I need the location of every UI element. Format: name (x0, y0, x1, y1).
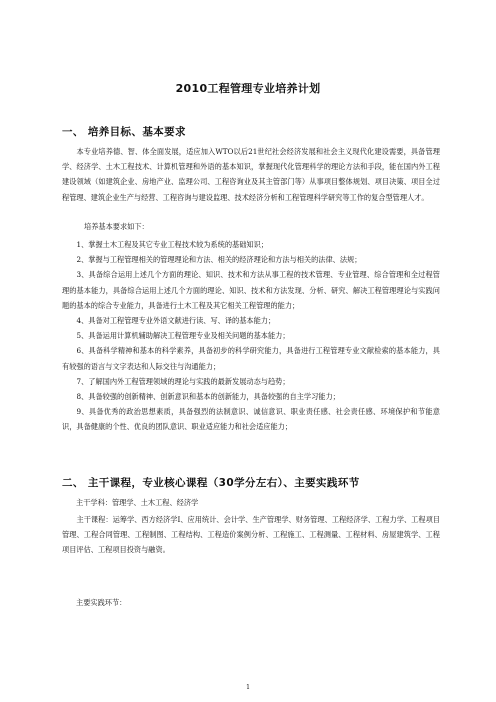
main-courses: 主干课程：运筹学、西方经济学Ⅰ、应用统计、会计学、生产管理学、财务管理、工程经济学、工程力学、工程项目管理、工程合同管理、工程制图、工程结构、工程造价案例分析、工程施工、工程测量、工程材料、房屋建筑学、工程项目评估、工程项目投资与融资。 (62, 515, 440, 555)
section1-intro: 本专业培养德、智、体全面发展，适应加入WTO以后21世纪社会经济发展和社会主义现代化建设需要，具备管理学、经济学、土木工程技术、计算机管理和外语的基本知识，掌握现代化管理科学的理论方法和手段，能在国内外工程建设领域（如建筑企业、房地产业、监理公司、工程咨询业及其主管部门等）从事项目整体规划、项目决策、项目全过程管理、建筑企业生产与经营、工程咨询与建设监理、技术经济分析和工程管理科学研究等工作的复合型管理人才。 (62, 147, 440, 202)
requirements-label: 培养基本要求如下： (84, 222, 149, 231)
requirement-item: 8、具备较强的创新精神、创新意识和基本的创新能力，具备较强的自主学习能力； (76, 392, 340, 402)
requirement-item: 3、具备综合运用上述几个方面的理论、知识、技术和方法从事工程的技术管理、专业管理、综合管理和全过程管理的基本能力，具备综合运用上述几个方面的理论、知识、技术和方法发现、分析、研究、解决工程管理理论与实践问题的基本的综合专业能力，具备进行土木工程及其它相关工程管理的能力； (62, 270, 440, 310)
requirement-item: 7、了解国内外工程管理领域的理论与实践的最新发展动态与趋势； (76, 376, 290, 386)
requirement-item: 1、掌握土木工程及其它专业工程技术较为系统的基础知识； (76, 240, 268, 249)
requirement-item: 4、具备对工程管理专业外语文献进行读、写、译的基本能力； (76, 316, 276, 326)
requirements-list (62, 237, 440, 435)
section2-heading: 二、 主干课程，专业核心课程（30学分左右）、主要实践环节 (62, 477, 360, 489)
section1-heading: 一、 培养目标、基本要求 (62, 126, 186, 138)
practice-label: 主要实践环节： (76, 598, 127, 607)
requirement-item: 6、具备科学精神和基本的科学素养，具备初步的科学研究能力，具备进行工程管理专业文献检索的基本能力，具有较强的语言与文字表达和人际交往与沟通能力； (62, 346, 440, 371)
requirement-item: 2、掌握与工程管理相关的管理理论和方法、相关的经济理论和方法与相关的法律、法规； (76, 255, 362, 265)
requirement-item: 5、具备运用计算机辅助解决工程管理专业及相关问题的基本能力； (76, 331, 290, 341)
requirement-item: 9、具备优秀的政治思想素质，具备强烈的法制意识、诚信意识、职业责任感、社会责任感、环境保护和节能意识，具备健康的个性、优良的团队意识、职业适应能力和社会适应能力； (62, 407, 440, 432)
document-title: 2010工程管理专业培养计划 (175, 82, 321, 95)
page-number: 1 (246, 684, 250, 691)
main-subjects: 主干学科：管理学、土木工程、经济学 (76, 498, 199, 507)
